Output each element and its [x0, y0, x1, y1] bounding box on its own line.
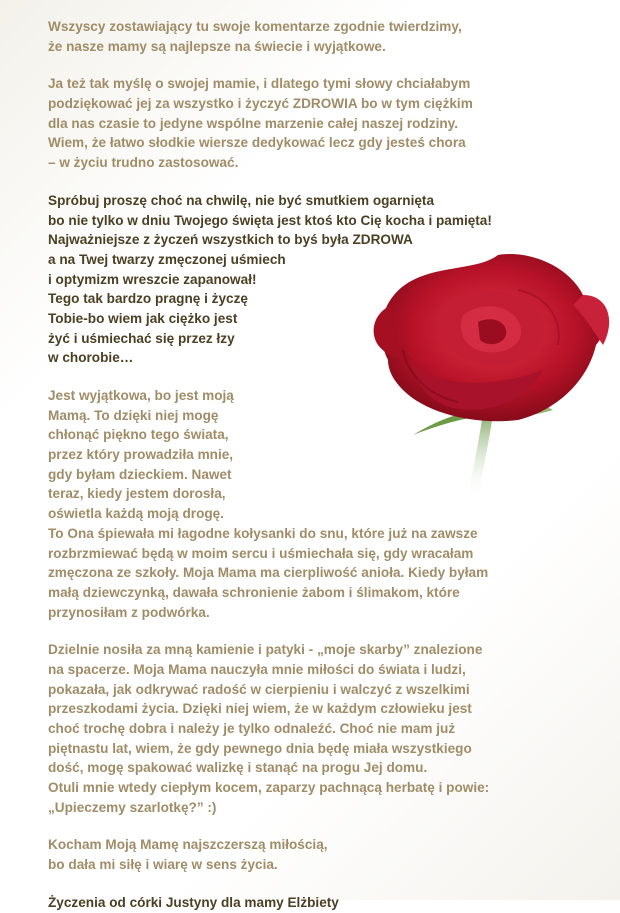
text-line: oświetla każdą moją drogę. [48, 506, 225, 522]
paragraph-gap [48, 368, 608, 386]
text-line: Tego tak bardzo pragnę i życzę [48, 291, 248, 307]
text-line: To Ona śpiewała mi łagodne kołysanki do snu, które już na zawsze [48, 525, 478, 541]
text-line: dość, mogę spakować walizkę i stanąć na progu Jej domu. [48, 760, 428, 776]
text-line: dla nas czasie to jedyne wspólne marzenie całej naszej rodziny. [48, 115, 458, 131]
paragraph-gap [48, 622, 608, 640]
text-line: teraz, kiedy jestem dorosła, [48, 486, 226, 502]
text-line: małą dziewczynką, dawała schronienie żabom i ślimakom, które [48, 584, 460, 600]
text-line: Wszyscy zostawiający tu swoje komentarze zgodnie twierdzimy, [48, 19, 462, 34]
text-line: w chorobie… [48, 350, 134, 366]
text-line: piętnastu lat, wiem, że gdy pewnego dnia będę miała wszystkiego [48, 740, 472, 756]
text-line: przez który prowadziła mnie, [48, 447, 234, 463]
text-line: pokazała, jak odkrywać radość w cierpieniu i walczyć z wszelkimi [48, 681, 470, 697]
text-line: Najważniejsze z życzeń wszystkich to byś była ZDROWA [48, 232, 413, 248]
paragraph-gap [48, 875, 608, 893]
text-line: – w życiu trudno zastosować. [48, 155, 239, 171]
paragraph [48, 17, 608, 56]
text-line: a na Twej twarzy zmęczonej uśmiech [48, 251, 286, 267]
text-line: rozbrzmiewać będą w moim sercu i uśmiechała się, gdy wracałam [48, 545, 474, 561]
text-line: Kocham Moją Mamę najszczerszą miłością, [48, 837, 328, 853]
text-line: że nasze mamy są najlepsze na świecie i wyjątkowe. [48, 38, 386, 54]
text-line: choć trochę dobra i należy je tylko odnaleźć. Choć nie mam już [48, 721, 456, 736]
text-line: Życzenia od córki Justyny dla mamy Elżbiety [48, 894, 339, 910]
text-line: „Upieczemy szarlotkę?” :) [48, 799, 217, 815]
text-line: chłonąć piękno tego świata, [48, 427, 229, 443]
paragraph [48, 835, 608, 874]
paragraph-gap [48, 173, 608, 191]
paragraph-gap [48, 56, 608, 74]
paragraph [48, 893, 608, 913]
text-line: podziękować jej za wszystko i życzyć ZDROWIA bo w tym ciężkim [48, 96, 473, 112]
paragraph-gap [48, 817, 608, 835]
paragraph [48, 191, 608, 368]
text-line: Ja też tak myślę o swojej mamie, i dlatego tymi słowy chciałabym [48, 76, 471, 92]
text-line: Wiem, że łatwo słodkie wiersze dedykować lecz gdy jesteś chora [48, 135, 466, 151]
text-line: bo dała mi siłę i wiarę w sens życia. [48, 857, 278, 873]
text-line: żyć i uśmiechać się przez łzy [48, 330, 235, 346]
text-line: Jest wyjątkowa, bo jest moją [48, 388, 234, 403]
text-line: gdy byłam dzieckiem. Nawet [48, 466, 232, 482]
text-line: zmęczona ze szkoły. Moja Mama ma cierpliwość anioła. Kiedy byłam [48, 565, 489, 581]
text-line: Mamą. To dzięki niej mogę [48, 407, 219, 423]
text-line: Spróbuj proszę choć na chwilę, nie być smutkiem ogarnięta [48, 192, 435, 208]
text-line: na spacerze. Moja Mama nauczyła mnie miłości do świata i ludzi, [48, 661, 466, 677]
text-line: Tobie-bo wiem jak ciężko jest [48, 310, 238, 326]
text-line: przynosiłam z podwórka. [48, 604, 210, 620]
paragraph [48, 640, 608, 817]
greeting-text [48, 17, 608, 913]
paragraph [48, 386, 608, 622]
text-line: przeszkodami życia. Dzięki niej wiem, że w każdym człowieku jest [48, 701, 472, 717]
text-line: Dzielnie nosiła za mną kamienie i patyki - „moje skarby” znalezione [48, 642, 483, 658]
text-line: Otuli mnie wtedy ciepłym kocem, zaparzy pachnącą herbatę i powie: [48, 780, 490, 796]
text-line: i optymizm wreszcie zapanował! [48, 271, 257, 287]
text-line: bo nie tylko w dniu Twojego święta jest ktoś kto Cię kocha i pamięta! [48, 212, 492, 228]
paragraph [48, 74, 608, 172]
